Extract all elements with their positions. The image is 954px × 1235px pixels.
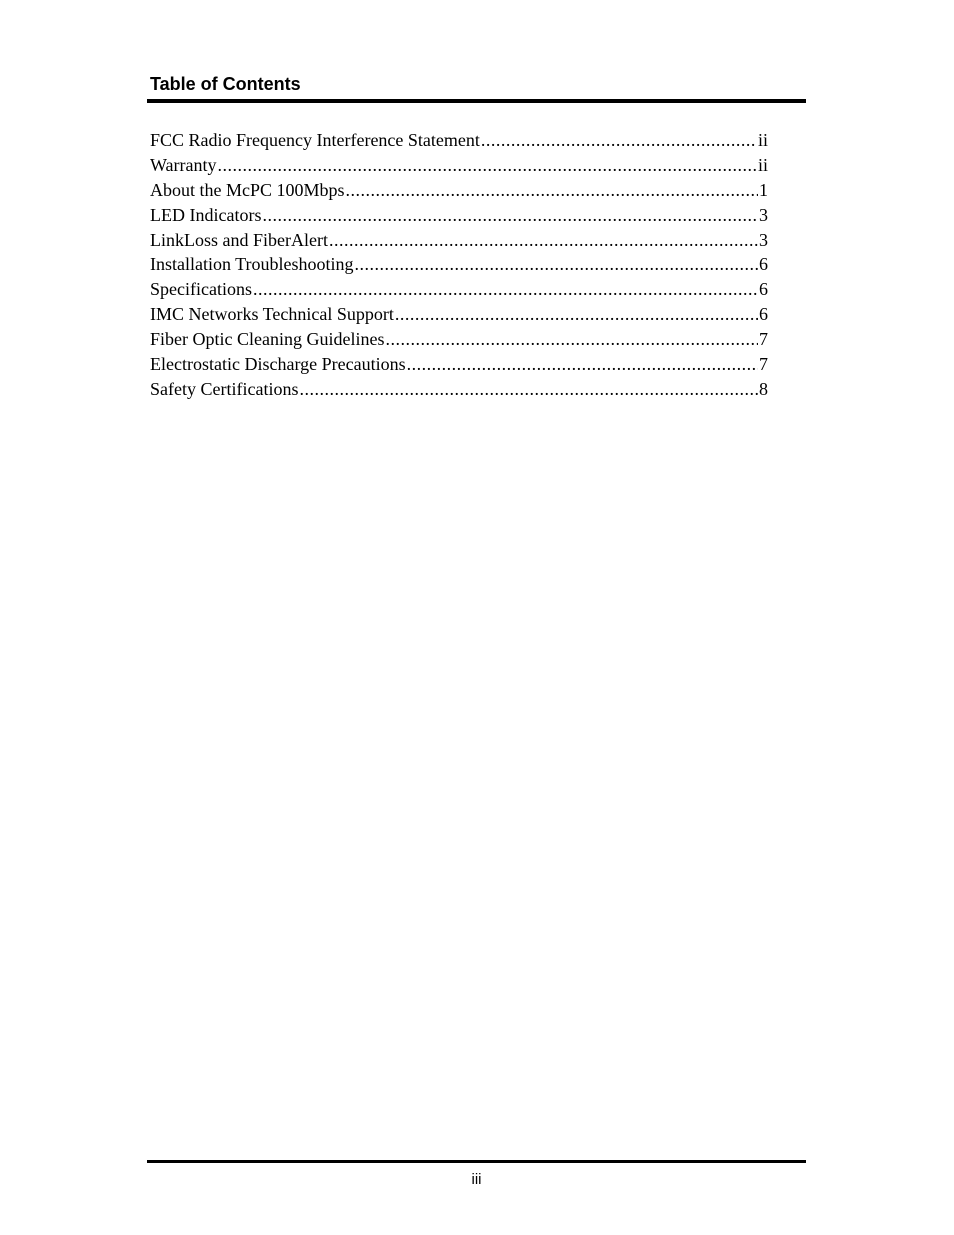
toc-entry-title: IMC Networks Technical Support [150, 304, 394, 325]
table-of-contents [150, 128, 768, 402]
toc-dot-leader [218, 153, 757, 178]
toc-entry[interactable] [150, 252, 768, 277]
toc-entry-page: 1 [759, 179, 768, 200]
toc-entry-title: Safety Certifications [150, 378, 299, 399]
toc-entry[interactable] [150, 302, 768, 327]
footer-rule [147, 1160, 806, 1163]
toc-dot-leader [395, 302, 758, 327]
toc-entry-title: Electrostatic Discharge Precautions [150, 354, 406, 375]
toc-dot-leader [481, 128, 757, 153]
toc-entry-title: Installation Troubleshooting [150, 254, 354, 275]
toc-dot-leader [329, 228, 758, 253]
toc-entry-title: Specifications [150, 279, 252, 300]
toc-dot-leader [407, 352, 758, 377]
toc-entry-page: 6 [759, 254, 768, 275]
header-rule [147, 99, 806, 103]
page-header [150, 72, 806, 96]
toc-entry-title: About the McPC 100Mbps [150, 179, 345, 200]
toc-entry-title: FCC Radio Frequency Interference Statement [150, 130, 480, 150]
toc-entry-page: ii [757, 154, 768, 175]
toc-dot-leader [346, 178, 758, 203]
toc-entry[interactable] [150, 128, 768, 153]
toc-entry-page: 6 [759, 304, 768, 325]
toc-entry-page: 7 [759, 329, 768, 350]
toc-entry-page: 3 [759, 229, 768, 250]
toc-dot-leader [299, 377, 758, 402]
toc-entry-page: 8 [759, 378, 768, 399]
toc-entry[interactable] [150, 228, 768, 253]
toc-entry-page: 6 [759, 279, 768, 300]
toc-entry[interactable] [150, 203, 768, 228]
toc-entry[interactable] [150, 277, 768, 302]
toc-entry[interactable] [150, 178, 768, 203]
toc-entry[interactable] [150, 327, 768, 352]
toc-entry[interactable] [150, 153, 768, 178]
toc-dot-leader [385, 327, 758, 352]
page-number: iii [471, 1171, 482, 1188]
toc-entry-page: 3 [759, 204, 768, 225]
toc-entry-title: Fiber Optic Cleaning Guidelines [150, 329, 385, 350]
page-title: Table of Contents [150, 74, 301, 94]
toc-dot-leader [262, 203, 758, 228]
toc-entry-page: ii [757, 130, 768, 150]
toc-entry-title: LinkLoss and FiberAlert [150, 229, 328, 250]
page-footer [147, 1160, 806, 1190]
toc-entry[interactable] [150, 377, 768, 402]
toc-entry-title: Warranty [150, 154, 217, 175]
toc-dot-leader [355, 252, 758, 277]
toc-entry-page: 7 [759, 354, 768, 375]
toc-dot-leader [253, 277, 758, 302]
toc-entry-title: LED Indicators [150, 204, 262, 225]
toc-entry[interactable] [150, 352, 768, 377]
